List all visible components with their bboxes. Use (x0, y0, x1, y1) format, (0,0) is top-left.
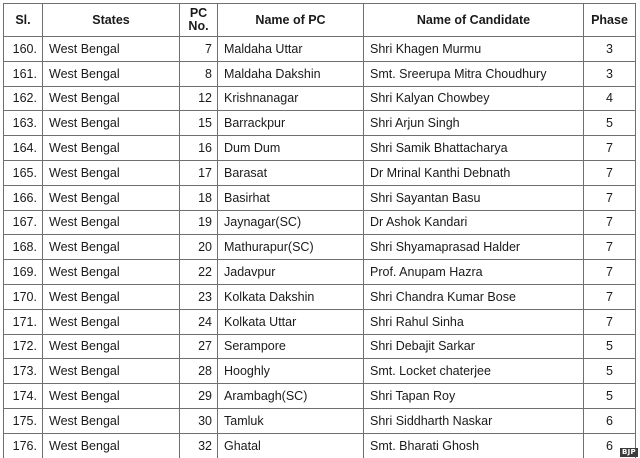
pc-number-cell: 17 (180, 160, 218, 185)
pc-number-cell: 23 (180, 284, 218, 309)
phase-cell: 3 (584, 61, 636, 86)
pc-name-cell: Jaynagar(SC) (218, 210, 364, 235)
state-cell: West Bengal (43, 136, 180, 161)
pc-name-cell: Kolkata Uttar (218, 309, 364, 334)
pc-name-cell: Arambagh(SC) (218, 384, 364, 409)
table-row (4, 111, 636, 136)
serial-cell: 167. (4, 210, 43, 235)
state-cell: West Bengal (43, 160, 180, 185)
header-serial: Sl. (4, 4, 43, 37)
serial-cell: 161. (4, 61, 43, 86)
header-row (4, 4, 636, 37)
serial-cell: 171. (4, 309, 43, 334)
candidate-name-cell: Shri Sayantan Basu (364, 185, 584, 210)
serial-cell: 168. (4, 235, 43, 260)
serial-cell: 164. (4, 136, 43, 161)
pc-number-cell: 20 (180, 235, 218, 260)
header-pc-no (180, 4, 218, 37)
table-row (4, 260, 636, 285)
pc-name-cell: Barasat (218, 160, 364, 185)
table-row (4, 433, 636, 458)
pc-number-cell: 12 (180, 86, 218, 111)
state-cell: West Bengal (43, 86, 180, 111)
header-pc-no-line1: PC (189, 6, 208, 20)
state-cell: West Bengal (43, 408, 180, 433)
phase-cell: 7 (584, 136, 636, 161)
phase-cell: 7 (584, 160, 636, 185)
phase-cell: 7 (584, 235, 636, 260)
header-phase: Phase (584, 4, 636, 37)
pc-number-cell: 27 (180, 334, 218, 359)
phase-cell: 5 (584, 111, 636, 136)
serial-cell: 160. (4, 37, 43, 62)
bjp-watermark: BJP (622, 448, 636, 456)
pc-number-cell: 15 (180, 111, 218, 136)
candidate-name-cell: Dr Ashok Kandari (364, 210, 584, 235)
serial-cell: 176. (4, 433, 43, 458)
header-name-of-candidate: Name of Candidate (364, 4, 584, 37)
candidate-list-table-container (3, 3, 635, 454)
pc-name-cell: Dum Dum (218, 136, 364, 161)
table-row (4, 284, 636, 309)
phase-cell: 7 (584, 309, 636, 334)
pc-name-cell: Krishnanagar (218, 86, 364, 111)
candidate-name-cell: Shri Shyamaprasad Halder (364, 235, 584, 260)
candidate-name-cell: Prof. Anupam Hazra (364, 260, 584, 285)
pc-number-cell: 18 (180, 185, 218, 210)
candidate-name-cell: Smt. Locket chaterjee (364, 359, 584, 384)
serial-cell: 172. (4, 334, 43, 359)
serial-cell: 166. (4, 185, 43, 210)
state-cell: West Bengal (43, 37, 180, 62)
header-pc-no-line2: No. (188, 19, 209, 33)
pc-name-cell: Basirhat (218, 185, 364, 210)
table-row (4, 185, 636, 210)
pc-name-cell: Maldaha Uttar (218, 37, 364, 62)
serial-cell: 170. (4, 284, 43, 309)
pc-number-cell: 30 (180, 408, 218, 433)
pc-name-cell: Maldaha Dakshin (218, 61, 364, 86)
serial-cell: 169. (4, 260, 43, 285)
pc-name-cell: Jadavpur (218, 260, 364, 285)
phase-cell: 6 (584, 408, 636, 433)
table-row (4, 235, 636, 260)
pc-number-cell: 16 (180, 136, 218, 161)
serial-cell: 174. (4, 384, 43, 409)
candidate-name-cell: Shri Khagen Murmu (364, 37, 584, 62)
pc-name-cell: Serampore (218, 334, 364, 359)
table-row (4, 136, 636, 161)
pc-number-cell: 24 (180, 309, 218, 334)
candidate-name-cell: Shri Siddharth Naskar (364, 408, 584, 433)
state-cell: West Bengal (43, 210, 180, 235)
phase-cell: 7 (584, 284, 636, 309)
state-cell: West Bengal (43, 260, 180, 285)
state-cell: West Bengal (43, 433, 180, 458)
candidate-name-cell: Smt. Sreerupa Mitra Choudhury (364, 61, 584, 86)
table-body (4, 37, 636, 458)
candidate-name-cell: Shri Chandra Kumar Bose (364, 284, 584, 309)
pc-name-cell: Kolkata Dakshin (218, 284, 364, 309)
phase-cell: 7 (584, 260, 636, 285)
candidate-list-table (3, 3, 636, 458)
serial-cell: 165. (4, 160, 43, 185)
serial-cell: 162. (4, 86, 43, 111)
state-cell: West Bengal (43, 185, 180, 210)
table-row (4, 37, 636, 62)
candidate-name-cell: Dr Mrinal Kanthi Debnath (364, 160, 584, 185)
phase-cell: 7 (584, 210, 636, 235)
header-states: States (43, 4, 180, 37)
state-cell: West Bengal (43, 359, 180, 384)
serial-cell: 173. (4, 359, 43, 384)
state-cell: West Bengal (43, 235, 180, 260)
header-name-of-pc: Name of PC (218, 4, 364, 37)
phase-cell: 5 (584, 359, 636, 384)
candidate-name-cell: Shri Samik Bhattacharya (364, 136, 584, 161)
state-cell: West Bengal (43, 334, 180, 359)
phase-cell: 3 (584, 37, 636, 62)
phase-cell: 7 (584, 185, 636, 210)
pc-name-cell: Barrackpur (218, 111, 364, 136)
candidate-name-cell: Shri Kalyan Chowbey (364, 86, 584, 111)
table-header (4, 4, 636, 37)
phase-cell: 6 (584, 433, 636, 458)
table-row (4, 359, 636, 384)
candidate-name-cell: Smt. Bharati Ghosh (364, 433, 584, 458)
table-row (4, 334, 636, 359)
pc-name-cell: Tamluk (218, 408, 364, 433)
pc-number-cell: 32 (180, 433, 218, 458)
phase-cell: 5 (584, 384, 636, 409)
pc-name-cell: Mathurapur(SC) (218, 235, 364, 260)
candidate-name-cell: Shri Debajit Sarkar (364, 334, 584, 359)
table-row (4, 309, 636, 334)
serial-cell: 175. (4, 408, 43, 433)
state-cell: West Bengal (43, 384, 180, 409)
pc-number-cell: 7 (180, 37, 218, 62)
state-cell: West Bengal (43, 284, 180, 309)
table-row (4, 61, 636, 86)
pc-number-cell: 22 (180, 260, 218, 285)
phase-cell: 5 (584, 334, 636, 359)
candidate-name-cell: Shri Rahul Sinha (364, 309, 584, 334)
candidate-name-cell: Shri Arjun Singh (364, 111, 584, 136)
pc-number-cell: 8 (180, 61, 218, 86)
serial-cell: 163. (4, 111, 43, 136)
table-row (4, 384, 636, 409)
pc-number-cell: 29 (180, 384, 218, 409)
state-cell: West Bengal (43, 111, 180, 136)
table-row (4, 210, 636, 235)
pc-name-cell: Ghatal (218, 433, 364, 458)
pc-name-cell: Hooghly (218, 359, 364, 384)
state-cell: West Bengal (43, 309, 180, 334)
phase-cell: 4 (584, 86, 636, 111)
state-cell: West Bengal (43, 61, 180, 86)
pc-number-cell: 19 (180, 210, 218, 235)
table-row (4, 86, 636, 111)
candidate-name-cell: Shri Tapan Roy (364, 384, 584, 409)
pc-number-cell: 28 (180, 359, 218, 384)
table-row (4, 160, 636, 185)
table-row (4, 408, 636, 433)
